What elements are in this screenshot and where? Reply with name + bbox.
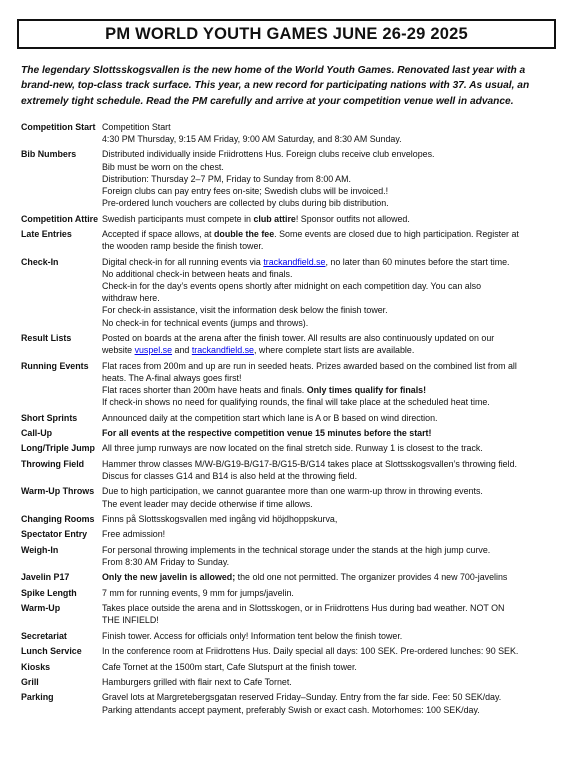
text-segment: Bib must be worn on the chest. xyxy=(102,161,224,172)
row-content xyxy=(102,630,556,642)
text-segment: From 8:30 AM Friday to Sunday. xyxy=(102,557,230,568)
row-content xyxy=(102,228,556,252)
text-segment: Distributed individually inside Friidrottens Hus. Foreign clubs receive club envelopes. xyxy=(102,149,435,160)
content-line xyxy=(102,614,556,626)
row-content xyxy=(102,427,556,439)
info-row xyxy=(17,676,556,688)
text-segment: ! Sponsor outfits not allowed. xyxy=(295,213,410,224)
row-label: Spectator Entry xyxy=(21,529,88,540)
text-segment: Check-in for the day’s events opens shortly after midnight on each competition day. You can also xyxy=(102,281,482,292)
text-segment: THE INFIELD! xyxy=(102,615,159,626)
row-content xyxy=(102,148,556,209)
text-segment: , no later than 60 minutes before the start time. xyxy=(325,256,510,267)
website-link[interactable]: trackandfield.se xyxy=(263,256,326,267)
content-line xyxy=(102,185,556,197)
content-line xyxy=(102,384,556,396)
row-label: Lunch Service xyxy=(21,646,82,657)
text-segment: Finns på Slottsskogsvallen med ingång vid höjdhoppskurva, xyxy=(102,514,338,525)
info-row xyxy=(17,485,556,509)
row-label: Result Lists xyxy=(21,333,72,344)
info-row xyxy=(17,148,556,209)
content-line xyxy=(102,412,556,424)
row-content xyxy=(102,528,556,540)
row-label: Secretariat xyxy=(21,630,67,641)
text-segment: Competition Start xyxy=(102,121,171,132)
info-row xyxy=(17,587,556,599)
info-row xyxy=(17,661,556,673)
row-content xyxy=(102,485,556,509)
text-segment: Takes place outside the arena and in Slottsskogen, or in Friidrottens Hus during bad weather. NOT ON xyxy=(102,603,505,614)
info-row xyxy=(17,544,556,568)
text-segment: 4:30 PM Thursday, 9:15 AM Friday, 9:00 AM Saturday, and 8:30 AM Sunday. xyxy=(102,134,402,145)
info-row xyxy=(17,528,556,540)
content-line xyxy=(102,280,556,292)
content-line xyxy=(102,197,556,209)
content-line xyxy=(102,121,556,133)
bold-text: double the fee xyxy=(213,229,275,240)
row-content xyxy=(102,513,556,525)
info-row xyxy=(17,332,556,356)
content-line xyxy=(102,317,556,329)
row-label: Warm-Up Throws xyxy=(21,486,95,497)
content-line xyxy=(102,704,556,716)
page-title: PM WORLD YOUTH GAMES JUNE 26-29 2025 xyxy=(105,24,468,43)
content-line xyxy=(102,470,556,482)
content-line xyxy=(102,213,556,225)
content-line xyxy=(102,396,556,408)
text-segment: The event leader may decide otherwise if time allows. xyxy=(102,498,313,509)
row-label: Spike Length xyxy=(21,587,77,598)
text-segment: Cafe Tornet at the 1500m start, Cafe Slutspurt at the finish tower. xyxy=(102,661,357,672)
row-label: Running Events xyxy=(21,360,89,371)
website-link[interactable]: vuspel.se xyxy=(134,345,173,356)
text-segment: , where complete start lists are available. xyxy=(253,345,415,356)
text-segment: Digital check-in for all running events via xyxy=(102,256,264,267)
text-segment: Accepted if space allows, at xyxy=(102,229,214,240)
text-segment: Due to high participation, we cannot guarantee more than one warm-up throw in throwing events. xyxy=(102,486,483,497)
content-line xyxy=(102,630,556,642)
content-line xyxy=(102,304,556,316)
content-line xyxy=(102,485,556,497)
info-row xyxy=(17,360,556,409)
row-content xyxy=(102,661,556,673)
info-row xyxy=(17,121,556,145)
info-row xyxy=(17,513,556,525)
info-row xyxy=(17,458,556,482)
text-segment: Discus for classes G14 and B14 is also held at the throwing field. xyxy=(102,471,358,482)
info-row xyxy=(17,256,556,329)
content-line xyxy=(102,528,556,540)
row-content xyxy=(102,676,556,688)
text-segment: Foreign clubs can pay entry fees on-site; Swedish clubs will be invoiced.! xyxy=(102,186,389,197)
content-line xyxy=(102,498,556,510)
content-line xyxy=(102,427,556,439)
row-content xyxy=(102,360,556,409)
text-segment: Finish tower. Access for officials only! Information tent below the finish tower. xyxy=(102,630,403,641)
text-segment: Posted on boards at the arena after the finish tower. All results are also continuously updated on our xyxy=(102,333,495,344)
text-segment: All three jump runways are now located on the final stretch side. Runway 1 is closest to the track. xyxy=(102,443,483,454)
content-line xyxy=(102,148,556,160)
row-content xyxy=(102,332,556,356)
text-segment: No additional check-in between heats and finals. xyxy=(102,268,293,279)
content-line xyxy=(102,645,556,657)
content-line xyxy=(102,544,556,556)
row-content xyxy=(102,571,556,583)
text-segment: Distribution: Thursday 2–7 PM, Friday to Sunday from 8:00 AM. xyxy=(102,173,351,184)
text-segment: Hamburgers grilled with flair next to Cafe Tornet. xyxy=(102,676,292,687)
info-row xyxy=(17,442,556,454)
info-row xyxy=(17,213,556,225)
text-segment: For personal throwing implements in the technical storage under the stands at the high jump curve. xyxy=(102,544,491,555)
text-segment: Flat races from 200m and up are run in seeded heats. Prizes awarded based on the combined list from all xyxy=(102,360,517,371)
row-content xyxy=(102,587,556,599)
content-line xyxy=(102,133,556,145)
row-content xyxy=(102,645,556,657)
text-segment: Gravel lots at Margretebergsgatan reserved Friday–Sunday. Entry from the far side. Fee: 50 SEK/day. xyxy=(102,692,502,703)
row-label: Kiosks xyxy=(21,661,51,672)
row-label: Changing Rooms xyxy=(21,514,95,525)
content-line xyxy=(102,556,556,568)
intro-paragraph: The legendary Slottsskogsvallen is the new home of the World Youth Games. Renovated last year with a brand-new, top-class track surface. This year, a new record for participating nations with 37. As usual, an extremely tight schedule. Read the PM carefully and arrive at your competition venue well in advance. xyxy=(21,65,530,107)
website-link[interactable]: trackandfield.se xyxy=(191,345,254,356)
info-row xyxy=(17,412,556,424)
content-line xyxy=(102,240,556,252)
content-line xyxy=(102,602,556,614)
row-content xyxy=(102,256,556,329)
content-line xyxy=(102,344,556,356)
bold-text: Only times qualify for finals! xyxy=(306,385,427,396)
text-segment: 7 mm for running events, 9 mm for jumps/javelin. xyxy=(102,587,294,598)
content-line xyxy=(102,661,556,673)
text-segment: withdraw here. xyxy=(102,293,160,304)
content-line xyxy=(102,161,556,173)
content-line xyxy=(102,292,556,304)
info-row xyxy=(17,691,556,715)
text-segment: heats. The A-final always goes first! xyxy=(102,372,242,383)
row-label: Short Sprints xyxy=(21,412,78,423)
text-segment: If check-in shows no need for qualifying rounds, the final will take place at the scheduled heat time. xyxy=(102,397,490,408)
text-segment: and xyxy=(172,345,192,356)
info-row xyxy=(17,645,556,657)
row-label: Check-In xyxy=(21,256,59,267)
info-row xyxy=(17,571,556,583)
text-segment: For check-in assistance, visit the information desk below the finish tower. xyxy=(102,305,388,316)
text-segment: Free admission! xyxy=(102,529,166,540)
content-line xyxy=(102,268,556,280)
info-row xyxy=(17,630,556,642)
row-label: Javelin P17 xyxy=(21,572,70,583)
content-line xyxy=(102,332,556,344)
content-line xyxy=(102,173,556,185)
row-label: Competition Start xyxy=(21,121,96,132)
text-segment: In the conference room at Friidrottens Hus. Daily special all days: 100 SEK. Pre-ordered lunches: 90 SEK. xyxy=(102,646,519,657)
bold-text: Only the new javelin is allowed; xyxy=(102,572,236,583)
content-line xyxy=(102,256,556,268)
content-line xyxy=(102,228,556,240)
info-row xyxy=(17,228,556,252)
text-segment: Flat races shorter than 200m have heats and finals. xyxy=(102,385,307,396)
text-segment: Pre-ordered lunch vouchers are collected by clubs during bib distribution. xyxy=(102,198,389,209)
content-line xyxy=(102,360,556,372)
row-label: Late Entries xyxy=(21,229,72,240)
bold-text: club attire xyxy=(253,213,296,224)
bold-text: For all events at the respective competition venue 15 minutes before the start! xyxy=(102,428,432,439)
row-label: Long/Triple Jump xyxy=(21,443,95,454)
row-label: Call-Up xyxy=(21,428,53,439)
row-content xyxy=(102,691,556,715)
content-line xyxy=(102,587,556,599)
content-line xyxy=(102,691,556,703)
row-content xyxy=(102,602,556,626)
text-segment: Announced daily at the competition start which lane is A or B based on wind direction. xyxy=(102,412,438,423)
row-label: Weigh-In xyxy=(21,544,59,555)
row-label: Throwing Field xyxy=(21,458,85,469)
row-content xyxy=(102,412,556,424)
text-segment: No check-in for technical events (jumps and throws). xyxy=(102,317,309,328)
row-content xyxy=(102,458,556,482)
row-label: Parking xyxy=(21,692,54,703)
row-content xyxy=(102,121,556,145)
row-label: Bib Numbers xyxy=(21,149,77,160)
row-label: Warm-Up xyxy=(21,603,61,614)
content-line xyxy=(102,442,556,454)
row-content xyxy=(102,442,556,454)
info-table xyxy=(17,121,556,716)
text-segment: website xyxy=(102,345,135,356)
text-segment: . Some events are closed due to high participation. Register at xyxy=(274,229,519,240)
row-content xyxy=(102,544,556,568)
row-content xyxy=(102,213,556,225)
info-row xyxy=(17,427,556,439)
content-line xyxy=(102,513,556,525)
text-segment: the wooden ramp beside the finish tower. xyxy=(102,241,264,252)
content-line xyxy=(102,372,556,384)
content-line xyxy=(102,571,556,583)
content-line xyxy=(102,676,556,688)
row-label: Grill xyxy=(21,676,39,687)
text-segment: Parking attendants accept payment, preferably Swish or exact cash. Motorhomes: 100 SEK/day. xyxy=(102,704,480,715)
text-segment: Swedish participants must compete in xyxy=(102,213,254,224)
row-label: Competition Attire xyxy=(21,213,99,224)
content-line xyxy=(102,458,556,470)
info-row xyxy=(17,602,556,626)
text-segment: Hammer throw classes M/W-B/G19-B/G17-B/G15-B/G14 takes place at Slottsskogsvallen’s throwing field. xyxy=(102,458,517,469)
title-box xyxy=(17,19,556,49)
text-segment: the old one not permitted. The organizer provides 4 new 700-javelins xyxy=(235,572,508,583)
